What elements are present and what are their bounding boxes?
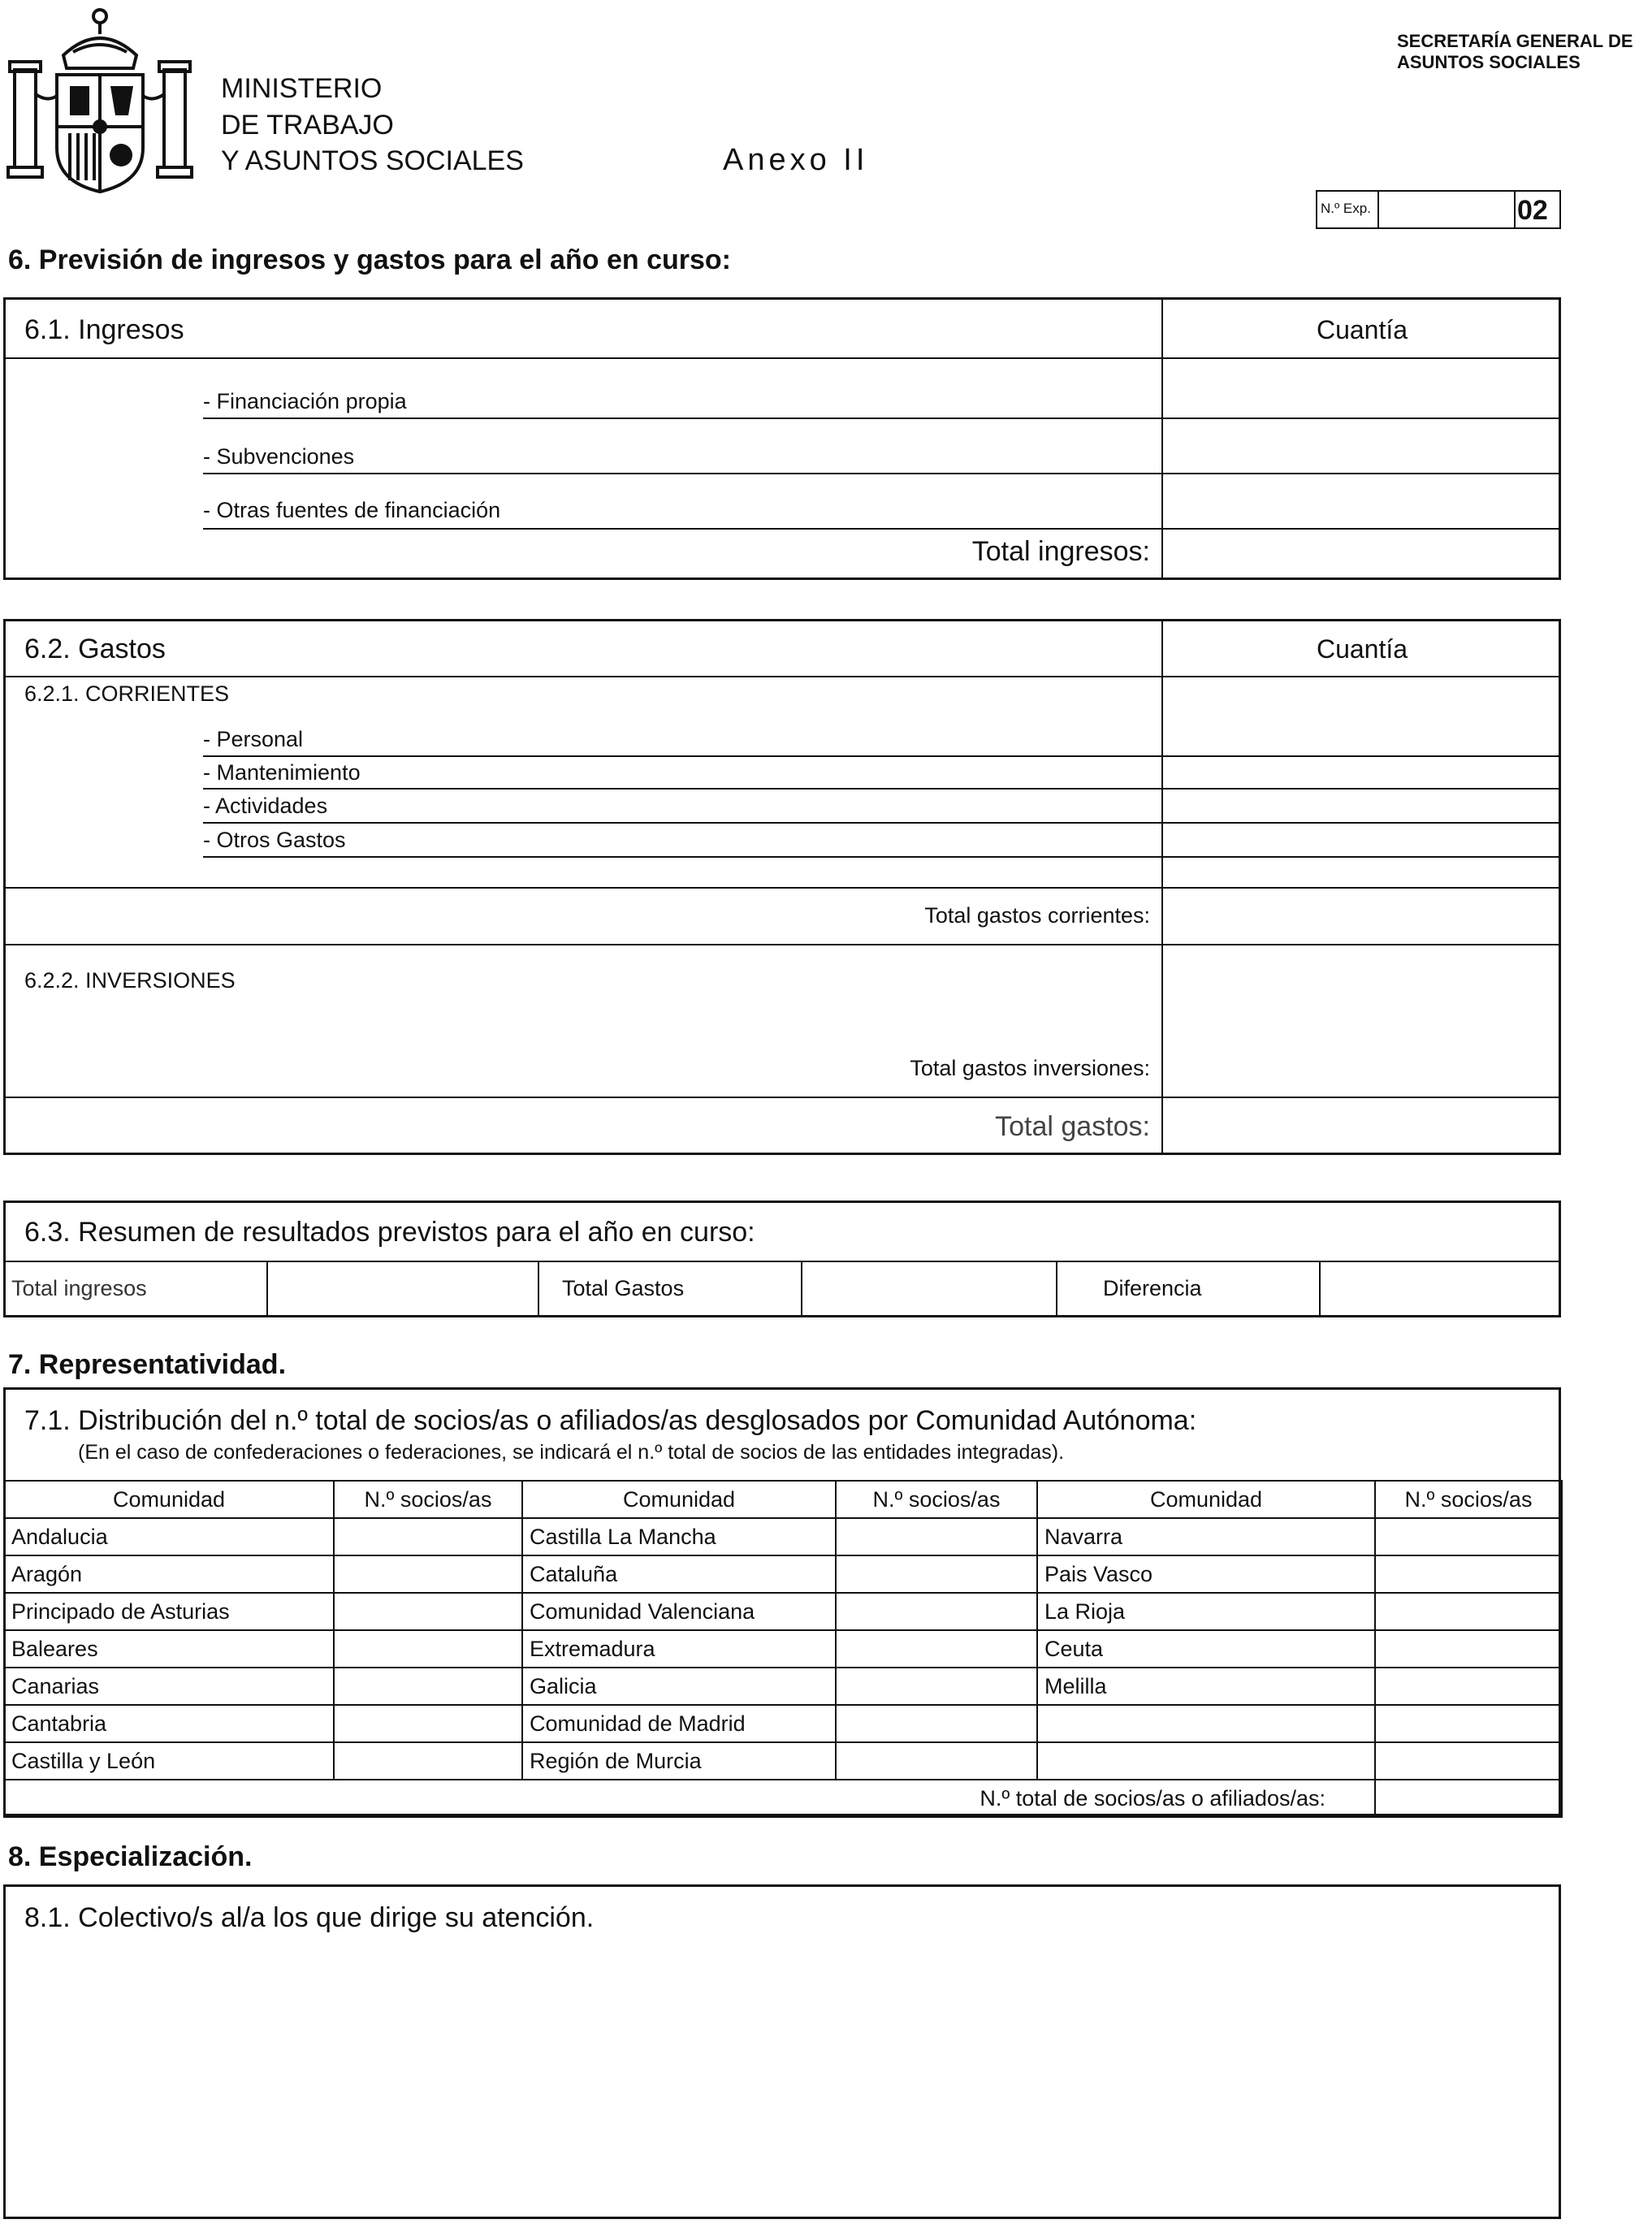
ingresos-title: 6.1. Ingresos bbox=[24, 314, 184, 345]
region-name: Andalucia bbox=[4, 1518, 334, 1555]
total-gastos-amount-field[interactable] bbox=[1165, 1100, 1558, 1152]
socios-count-field[interactable] bbox=[1375, 1593, 1562, 1630]
secretaria-line1: SECRETARÍA GENERAL DE bbox=[1397, 31, 1633, 51]
table-row bbox=[4, 1668, 1562, 1705]
region-name: La Rioja bbox=[1037, 1593, 1375, 1630]
personal-amount-field[interactable] bbox=[1165, 723, 1558, 754]
table-row bbox=[4, 1630, 1562, 1668]
gastos-item-actividades: - Actividades bbox=[203, 794, 328, 818]
table-row bbox=[4, 1518, 1562, 1555]
subvenciones-amount-field[interactable] bbox=[1165, 421, 1558, 471]
ingresos-item-otras-fuentes: - Otras fuentes de financiación bbox=[203, 498, 501, 522]
region-name: Canarias bbox=[4, 1668, 334, 1705]
ministry-name-line1: MINISTERIO bbox=[221, 73, 383, 104]
annex-title: Anexo II bbox=[723, 143, 869, 177]
section-6-title: 6. Previsión de ingresos y gastos para el año en curso: bbox=[8, 244, 731, 275]
region-name: Baleares bbox=[4, 1630, 334, 1668]
socios-count-field[interactable] bbox=[1375, 1518, 1562, 1555]
socios-count-field[interactable] bbox=[1375, 1668, 1562, 1705]
region-name: Aragón bbox=[4, 1555, 334, 1593]
region-name: Castilla y León bbox=[4, 1742, 334, 1780]
region-name: Pais Vasco bbox=[1037, 1555, 1375, 1593]
section-7-title: 7. Representatividad. bbox=[8, 1349, 287, 1380]
resumen-total-gastos-label: Total Gastos bbox=[562, 1276, 685, 1300]
region-name: Castilla La Mancha bbox=[522, 1518, 836, 1555]
socios-count-field[interactable] bbox=[836, 1593, 1037, 1630]
socios-count-field[interactable] bbox=[836, 1518, 1037, 1555]
otros-gastos-amount-field[interactable] bbox=[1165, 825, 1558, 854]
column-header-comunidad: Comunidad bbox=[4, 1481, 334, 1518]
otras-fuentes-amount-field[interactable] bbox=[1165, 476, 1558, 526]
column-header-comunidad: Comunidad bbox=[1037, 1481, 1375, 1518]
gastos-item-personal: - Personal bbox=[203, 727, 304, 751]
column-header-socios: N.º socios/as bbox=[334, 1481, 522, 1518]
actividades-amount-field[interactable] bbox=[1165, 791, 1558, 820]
expediente-label: N.º Exp. bbox=[1321, 201, 1371, 216]
region-name: Comunidad Valenciana bbox=[522, 1593, 836, 1630]
region-name: Región de Murcia bbox=[522, 1742, 836, 1780]
total-socios-label: N.º total de socios/as o afiliados/as: bbox=[4, 1780, 1375, 1817]
mantenimiento-amount-field[interactable] bbox=[1165, 759, 1558, 786]
ingresos-item-subvenciones: - Subvenciones bbox=[203, 444, 355, 469]
socios-by-region-table bbox=[3, 1480, 1563, 1818]
region-name: Melilla bbox=[1037, 1668, 1375, 1705]
table-row bbox=[4, 1705, 1562, 1742]
resumen-total-gastos-field[interactable] bbox=[804, 1264, 1053, 1314]
ministry-name-line2: DE TRABAJO bbox=[221, 110, 394, 141]
total-ingresos-label: Total ingresos: bbox=[971, 536, 1150, 567]
socios-count-field[interactable] bbox=[334, 1742, 522, 1780]
gastos-item-otros: - Otros Gastos bbox=[203, 828, 346, 852]
representatividad-subtitle: 7.1. Distribución del n.º total de socios/as o afiliados/as desglosados por Comunidad Autónoma: bbox=[24, 1405, 1197, 1436]
column-header-socios: N.º socios/as bbox=[836, 1481, 1037, 1518]
representatividad-note: (En el caso de confederaciones o federaciones, se indicará el n.º total de socios de las entidades integradas). bbox=[78, 1441, 1065, 1464]
section-8-title: 8. Especialización. bbox=[8, 1841, 253, 1872]
gastos-inversiones-label: 6.2.2. INVERSIONES bbox=[24, 968, 236, 993]
especializacion-subtitle: 8.1. Colectivo/s al/a los que dirige su atención. bbox=[24, 1902, 595, 1933]
table-row bbox=[4, 1593, 1562, 1630]
total-gastos-inversiones-amount-field[interactable] bbox=[1165, 947, 1558, 1095]
resumen-title: 6.3. Resumen de resultados previstos para el año en curso: bbox=[24, 1217, 755, 1248]
total-ingresos-amount-field[interactable] bbox=[1165, 531, 1558, 577]
resumen-diferencia-field[interactable] bbox=[1322, 1264, 1558, 1314]
column-header-socios: N.º socios/as bbox=[1375, 1481, 1562, 1518]
expediente-number-field[interactable] bbox=[1381, 193, 1511, 226]
region-name: Galicia bbox=[522, 1668, 836, 1705]
region-name bbox=[1037, 1705, 1375, 1742]
socios-count-field[interactable] bbox=[1375, 1630, 1562, 1668]
socios-count-field[interactable] bbox=[836, 1742, 1037, 1780]
colectivos-text-area[interactable] bbox=[8, 1946, 1556, 2214]
resumen-diferencia-label: Diferencia bbox=[1103, 1276, 1202, 1300]
secretaria-line2: ASUNTOS SOCIALES bbox=[1397, 52, 1581, 72]
region-name bbox=[1037, 1742, 1375, 1780]
total-gastos-corrientes-label: Total gastos corrientes: bbox=[924, 903, 1150, 928]
ministry-name-line3: Y ASUNTOS SOCIALES bbox=[221, 145, 524, 176]
table-row bbox=[4, 1742, 1562, 1780]
socios-count-field[interactable] bbox=[836, 1555, 1037, 1593]
socios-count-field[interactable] bbox=[836, 1630, 1037, 1668]
socios-count-field[interactable] bbox=[1375, 1555, 1562, 1593]
resumen-total-ingresos-label: Total ingresos bbox=[11, 1276, 147, 1300]
socios-count-field[interactable] bbox=[334, 1668, 522, 1705]
socios-count-field[interactable] bbox=[334, 1555, 522, 1593]
socios-count-field[interactable] bbox=[1375, 1742, 1562, 1780]
total-gastos-corrientes-amount-field[interactable] bbox=[1165, 890, 1558, 942]
total-gastos-inversiones-label: Total gastos inversiones: bbox=[910, 1056, 1150, 1080]
gastos-cuantia-header: Cuantía bbox=[1316, 634, 1408, 664]
socios-count-field[interactable] bbox=[836, 1705, 1037, 1742]
region-name: Cantabria bbox=[4, 1705, 334, 1742]
region-name: Navarra bbox=[1037, 1518, 1375, 1555]
total-socios-field[interactable] bbox=[1375, 1780, 1562, 1817]
gastos-item-mantenimiento: - Mantenimiento bbox=[203, 760, 361, 785]
financiacion-propia-amount-field[interactable] bbox=[1165, 361, 1558, 416]
region-name: Comunidad de Madrid bbox=[522, 1705, 836, 1742]
gastos-title: 6.2. Gastos bbox=[24, 634, 166, 664]
region-name: Extremadura bbox=[522, 1630, 836, 1668]
socios-count-field[interactable] bbox=[334, 1630, 522, 1668]
coat-of-arms-logo bbox=[6, 5, 193, 197]
page-code: 02 bbox=[1517, 195, 1548, 226]
region-name: Principado de Asturias bbox=[4, 1593, 334, 1630]
region-name: Ceuta bbox=[1037, 1630, 1375, 1668]
ingresos-item-financiacion-propia: - Financiación propia bbox=[203, 389, 407, 413]
socios-count-field[interactable] bbox=[1375, 1705, 1562, 1742]
socios-count-field[interactable] bbox=[334, 1705, 522, 1742]
total-gastos-label: Total gastos: bbox=[995, 1111, 1150, 1142]
region-name: Cataluña bbox=[522, 1555, 836, 1593]
socios-count-field[interactable] bbox=[334, 1593, 522, 1630]
table-header-row bbox=[4, 1481, 1562, 1518]
table-row bbox=[4, 1555, 1562, 1593]
column-header-comunidad: Comunidad bbox=[522, 1481, 836, 1518]
table-total-row bbox=[4, 1780, 1562, 1817]
socios-count-field[interactable] bbox=[836, 1668, 1037, 1705]
ingresos-cuantia-header: Cuantía bbox=[1316, 315, 1408, 344]
resumen-total-ingresos-field[interactable] bbox=[270, 1264, 534, 1314]
gastos-corrientes-label: 6.2.1. CORRIENTES bbox=[24, 681, 230, 706]
socios-count-field[interactable] bbox=[334, 1518, 522, 1555]
